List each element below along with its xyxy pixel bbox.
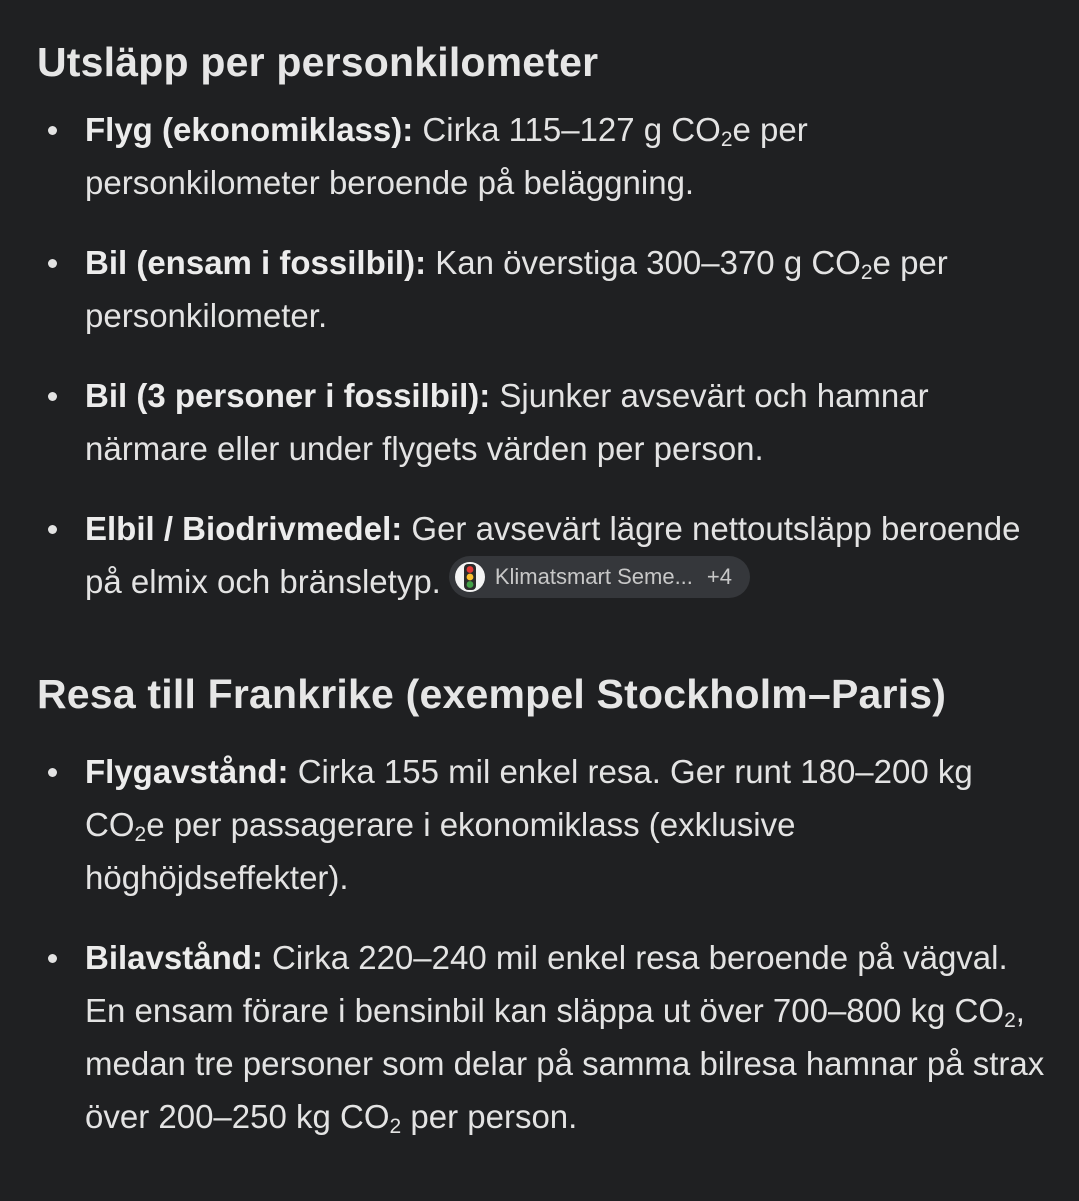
item-text: e per personkilometer.	[85, 244, 948, 334]
item-label: Flygavstånd:	[85, 753, 289, 790]
item-label: Bilavstånd:	[85, 939, 263, 976]
item-text: per person.	[401, 1098, 578, 1135]
list-item-car-alone	[37, 236, 1049, 342]
list-item-car-three	[37, 369, 1049, 475]
item-label: Bil (3 personer i fossilbil):	[85, 377, 491, 414]
list-item-ev-biofuel	[37, 502, 1049, 608]
item-text: Cirka 155 mil enkel resa. Ger runt 180–200 kg CO	[85, 753, 973, 843]
item-text: e per personkilometer beroende på beläggning.	[85, 111, 808, 201]
list-item-car-distance	[37, 931, 1049, 1143]
item-text: Kan överstiga 300–370 g CO	[426, 244, 861, 281]
source-chip-label: Klimatsmart Seme...	[494, 564, 693, 589]
section-heading-emissions: Utsläpp per personkilometer	[37, 39, 599, 85]
source-chip[interactable]	[449, 556, 750, 598]
item-label: Bil (ensam i fossilbil):	[85, 244, 427, 281]
item-text: , medan tre personer som delar på samma bilresa hamnar på strax över 200–250 kg CO	[85, 992, 1045, 1135]
item-text: Cirka 220–240 mil enkel resa beroende på vägval. En ensam förare i bensinbil kan släppa ut över 700–800 kg CO	[85, 939, 1008, 1029]
item-text: e per passagerare i ekonomiklass (exklusive höghöjdseffekter).	[85, 806, 796, 896]
subscript: 2	[1004, 1009, 1016, 1032]
subscript: 2	[720, 128, 733, 151]
list-item-flight	[37, 103, 1049, 209]
section-heading-trip: Resa till Frankrike (exempel Stockholm–Paris)	[37, 671, 947, 717]
item-label: Flyg (ekonomiklass):	[85, 111, 414, 148]
item-text: Sjunker avsevärt och hamnar närmare eller under flygets värden per person.	[85, 377, 929, 467]
source-chip-count: +4	[706, 564, 732, 589]
traffic-light-icon	[455, 562, 485, 592]
trip-list	[37, 745, 1049, 1143]
item-label: Elbil / Biodrivmedel:	[85, 510, 403, 547]
item-text: Cirka 115–127 g CO	[413, 111, 721, 148]
item-text: Ger avsevärt lägre nettoutsläpp beroende på elmix och bränsletyp.	[85, 510, 1021, 600]
list-item-flight-distance	[37, 745, 1049, 904]
subscript: 2	[389, 1115, 402, 1138]
subscript: 2	[860, 261, 873, 284]
subscript: 2	[134, 823, 147, 846]
emissions-list	[37, 103, 1049, 608]
